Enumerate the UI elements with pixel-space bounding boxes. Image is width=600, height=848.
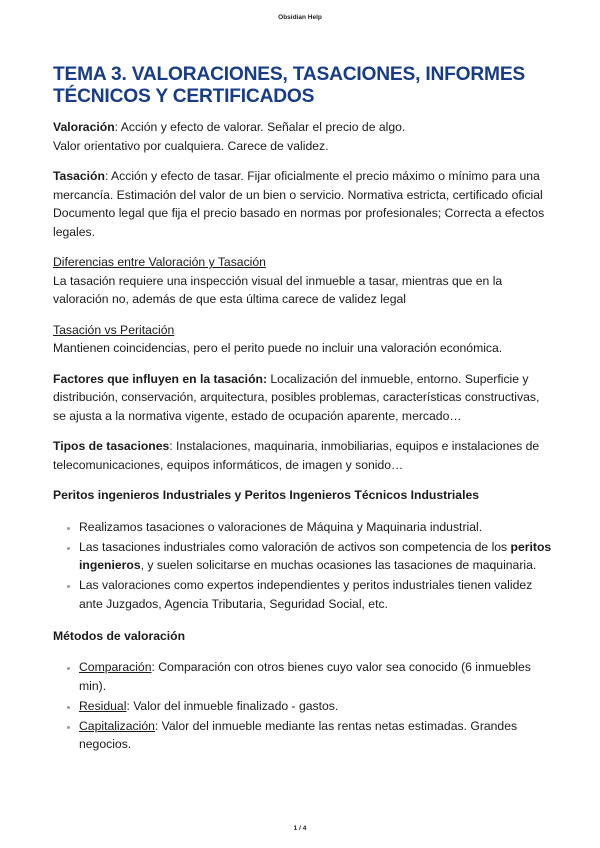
page-title: TEMA 3. VALORACIONES, TASACIONES, INFORMES TÉCNICOS Y CERTIFICADOS: [53, 64, 526, 107]
page-header: Obsidian Help: [278, 14, 322, 21]
tasacion-label: Tasación: [53, 169, 105, 183]
valoracion-label: Valoración: [53, 120, 115, 134]
metodos-heading: Métodos de valoración: [53, 628, 186, 643]
method-text: : Valor del inmueble finalizado - gastos.: [126, 698, 339, 713]
list-item-text: Las valoraciones como expertos independientes y peritos industriales tienen validez ante Juzgados, Agencia Tributaria, Seguridad Social, etc.: [79, 578, 533, 611]
method-text: : Valor del inmueble mediante las rentas netas estimadas. Grandes negocios.: [79, 718, 518, 751]
peritacion-text: Mantienen coincidencias, pero el perito puede no incluir una valoración económica.: [53, 341, 503, 355]
list-item: [79, 576, 553, 613]
list-item-text: Las tasaciones industriales como valoración de activos son competencia de los: [79, 539, 511, 554]
list-item-text: , y suelen solicitarse en muchas ocasiones las tasaciones de maquinaria.: [140, 558, 537, 572]
method-term: Comparación: [79, 660, 152, 674]
factores-label: Factores que influyen en la tasación:: [53, 371, 268, 386]
peritacion-section: [53, 321, 553, 358]
peritos-list: [53, 518, 553, 614]
list-item: [79, 538, 553, 575]
peritos-heading: Peritos ingenieros Industriales y Peritos Ingenieros Técnicos Industriales: [53, 488, 480, 502]
valoracion-text: : Acción y efecto de valorar. Señalar el precio de algo.: [114, 120, 406, 134]
list-item-bold: peritos ingenieros: [79, 539, 552, 572]
tipos-paragraph: [53, 437, 553, 474]
diferencias-text: La tasación requiere una inspección visual del inmueble a tasar, mientras que en la valoración no, además de que esta última carece de validez legal: [53, 273, 503, 306]
tipos-label: Tipos de tasaciones: [53, 439, 170, 453]
tipos-text: : Instalaciones, maquinaria, inmobiliarias, equipos e instalaciones de telecomunicaciones, equipos informáticos, de imagen y sonido…: [53, 439, 540, 472]
valoracion-line2: Valor orientativo por cualquiera. Carece de validez.: [53, 138, 329, 153]
tasacion-paragraph: [53, 167, 553, 241]
list-item: [79, 518, 553, 537]
factores-paragraph: [53, 370, 553, 426]
tasacion-line2: Documento legal que fija el precio basado en normas por profesionales; Correcta a efectos legales.: [53, 206, 545, 239]
list-item: [79, 658, 553, 695]
list-item: [79, 697, 553, 716]
page-number: 1 / 4: [293, 825, 307, 832]
method-term: Capitalización: [79, 718, 155, 733]
diferencias-heading: Diferencias entre Valoración y Tasación: [53, 255, 266, 269]
tasacion-text: : Acción y efecto de tasar. Fijar oficialmente el precio máximo o mínimo para una mercancía. Estimación del valor de un bien o servicio. Normativa estricta, certificado oficial: [53, 169, 543, 202]
list-item: [79, 717, 553, 754]
method-term: Residual: [79, 698, 127, 713]
peritacion-heading: Tasación vs Peritación: [53, 322, 175, 337]
list-item-text: Realizamos tasaciones o valoraciones de Máquina y Maquinaria industrial.: [79, 519, 483, 534]
diferencias-section: [53, 253, 553, 309]
metodos-list: [53, 658, 553, 754]
method-text: : Comparación con otros bienes cuyo valor sea conocido (6 inmuebles min).: [79, 660, 531, 693]
valoracion-paragraph: [53, 118, 553, 155]
factores-text: Localización del inmueble, entorno. Superficie y distribución, conservación, arquitectura, posibles problemas, características constructivas, se ajusta a la normativa vigente, estado de ocupación aparente, mercado…: [53, 371, 540, 423]
document-body: [53, 64, 553, 755]
